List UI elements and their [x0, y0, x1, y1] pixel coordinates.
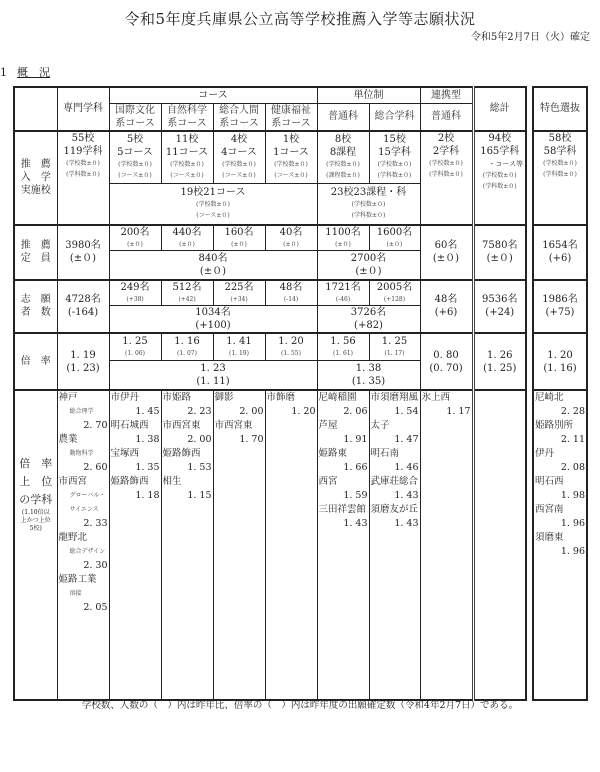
ranking-item: [110, 447, 161, 475]
section-label: 概 況: [17, 66, 50, 79]
school-name: 姫路別所: [535, 420, 574, 431]
school-name: 市西宮東: [214, 420, 253, 431]
school-name: 芦屋: [318, 420, 338, 431]
ratio-value: 2. 60: [83, 462, 108, 473]
school-name: 市飾磨: [266, 392, 296, 403]
ratio-value: 1. 98: [560, 490, 585, 501]
ranking-item: [58, 573, 109, 615]
schools-row: [14, 131, 587, 184]
ranking-item: [370, 391, 420, 419]
school-name: 太子: [370, 420, 390, 431]
ranking-item: [318, 391, 369, 419]
ratio-value: 1. 70: [239, 434, 264, 445]
ranking-item: [421, 391, 472, 419]
ratio-value: 1. 46: [394, 462, 419, 473]
ranking-tani-2: [369, 390, 420, 700]
ratio-value: 1. 43: [394, 518, 419, 529]
department-name: 溶接: [69, 590, 82, 597]
ratio-value: 2. 08: [560, 462, 585, 473]
school-name: 三田祥雲館: [318, 504, 367, 515]
ratio-value: 1. 35: [135, 462, 160, 473]
ranking-course-1: [109, 390, 161, 700]
ranking-item: [58, 475, 109, 531]
capacity-tani-2: 1600名 (±０): [369, 225, 420, 251]
capacity-tani-1: 1100名 (±０): [317, 225, 369, 251]
applicants-course-2: 512名 (+42): [161, 280, 213, 306]
ratio-value: 1. 59: [343, 490, 368, 501]
school-name: 宝塚西: [110, 448, 140, 459]
school-name: 武庫荘総合: [370, 476, 419, 487]
ratio-value: 1. 43: [394, 490, 419, 501]
ranking-item: [534, 503, 586, 531]
schools-senmon: 55校 119学科 (学校数±０) (学科数±０): [57, 131, 109, 225]
applicants-course-total: 1034名 (+100): [109, 306, 317, 334]
ratio-value: 1. 54: [394, 406, 419, 417]
capacity-row: [14, 225, 587, 251]
school-name: 明石西: [535, 476, 564, 487]
applicants-renkei: 48名 (+6): [420, 280, 473, 334]
school-name: 明石南: [370, 448, 400, 459]
section-number: 1: [0, 66, 7, 79]
ranking-tokushoku: [533, 390, 587, 700]
schools-total: 94校 165学科 ・コース等 (学校数±０) (学科数±０): [473, 131, 526, 225]
header-course-kenko: 健康福祉 系コース: [265, 103, 317, 131]
ranking-item: [214, 419, 265, 447]
ratio-value: 2. 11: [560, 434, 585, 445]
ratio-value: 2. 00: [239, 406, 264, 417]
school-name: 須磨東: [535, 532, 564, 543]
ratio-value: 1. 53: [187, 462, 212, 473]
ratio-value: 1. 47: [394, 434, 419, 445]
header-tani-group: 単位制: [317, 87, 420, 103]
ranking-item: [534, 391, 586, 419]
ranking-item: [534, 447, 586, 475]
school-name: 市伊丹: [110, 392, 140, 403]
ranking-item: [162, 391, 213, 419]
department-name: グローバル・サイエンス: [69, 492, 106, 513]
ratio-total: 1. 26 (1. 25): [473, 333, 526, 390]
header-course-sogo-ningen: 総合人間 系コース: [213, 103, 265, 131]
applicants-total: 9536名 (+24): [473, 280, 526, 334]
school-name: 伊丹: [535, 448, 555, 459]
capacity-total: 7580名 (±０): [473, 225, 526, 280]
department-name: 総合デザイン: [69, 548, 106, 555]
ranking-item: [370, 475, 420, 503]
applicants-row: [14, 280, 587, 306]
schools-course-1: 5校 5コース (学校数±０) (コース±０): [109, 131, 161, 184]
school-name: 西宮: [318, 476, 338, 487]
ranking-tani-1: [317, 390, 369, 700]
confirmed-date: 令和5年2月7日（火）確定: [470, 32, 590, 43]
ranking-item: [266, 391, 317, 419]
ranking-item: [214, 391, 265, 419]
applicants-course-3: 225名 (+34): [213, 280, 265, 306]
schools-course-4: 1校 1コース (学校数±０) (コース±０): [265, 131, 317, 184]
applicants-label: 志 願 者 数: [14, 280, 57, 334]
header-renkei-group: 連携型: [420, 87, 473, 103]
ratio-value: 1. 38: [135, 434, 160, 445]
ranking-item: [318, 419, 369, 447]
ratio-course-4: 1. 20 (1. 55): [265, 333, 317, 360]
school-name: 農業: [58, 434, 78, 445]
ranking-item: [318, 447, 369, 475]
capacity-tokushoku: 1654名 (+6): [533, 225, 587, 280]
ratio-value: 1. 15: [187, 490, 212, 501]
ratio-tokushoku: 1. 20 (1. 16): [533, 333, 587, 390]
header-course-shizen: 自然科学 系コース: [161, 103, 213, 131]
ratio-row: [14, 333, 587, 360]
ratio-value: 2. 28: [560, 406, 585, 417]
capacity-senmon: 3980名 (±０): [57, 225, 109, 280]
schools-course-2: 11校 11コース (学校数±０) (コース±０): [161, 131, 213, 184]
applicants-course-4: 48名 (-14): [265, 280, 317, 306]
applicants-tani-total: 3726名 (+82): [317, 306, 420, 334]
ranking-item: [318, 475, 369, 503]
school-name: 尼崎北: [535, 392, 564, 403]
school-name: 市須磨翔風: [370, 392, 419, 403]
schools-course-3: 4校 4コース (学校数±０) (コース±０): [213, 131, 265, 184]
capacity-renkei: 60名 (±０): [420, 225, 473, 280]
applicants-senmon: 4728名 (-164): [57, 280, 109, 334]
department-name: 総合理学: [69, 408, 94, 415]
school-name: 神戸: [58, 392, 78, 403]
header-tokushoku: 特色選抜: [533, 87, 587, 131]
header-blank: [14, 87, 57, 131]
ratio-value: 2. 70: [83, 420, 108, 431]
capacity-course-4: 40名 (±０): [265, 225, 317, 251]
ranking-row: [14, 390, 587, 700]
ranking-item: [58, 433, 109, 475]
ranking-item: [162, 419, 213, 447]
applicants-course-1: 249名 (+38): [109, 280, 161, 306]
ratio-tani-2: 1. 25 (1. 17): [369, 333, 420, 360]
header-tani-futsu: 普通科: [317, 103, 369, 131]
ratio-value: 2. 06: [343, 406, 368, 417]
capacity-course-2: 440名 (±０): [161, 225, 213, 251]
ranking-renkei: [420, 390, 473, 700]
applicants-tani-2: 2005名 (+128): [369, 280, 420, 306]
ranking-item: [370, 419, 420, 447]
ranking-senmon: [57, 390, 109, 700]
ratio-value: 1. 43: [343, 518, 368, 529]
applicants-tokushoku: 1986名 (+75): [533, 280, 587, 334]
ratio-value: 1. 18: [135, 490, 160, 501]
ratio-value: 2. 23: [187, 406, 212, 417]
ratio-course-3: 1. 41 (1. 19): [213, 333, 265, 360]
schools-tani-1: 8校 8課程 (学校数±０) (課程数±０): [317, 131, 369, 184]
ratio-value: 2. 30: [83, 560, 108, 571]
ranking-label: 倍 率 上 位 の学科 (1.10倍以 上かつ上位 5校): [14, 390, 57, 700]
footnote: 学校数、人数の（ ）内は昨年比、倍率の（ ）内は昨年度の出願確定数（令和4年2月7日）である。: [81, 700, 519, 711]
schools-tani-total: 23校23課程・科 (学校数±０) (学科数±０): [317, 184, 420, 225]
ranking-course-3: [213, 390, 265, 700]
school-name: 氷上西: [421, 392, 451, 403]
ranking-item: [534, 475, 586, 503]
school-name: 市西宮: [58, 476, 88, 487]
ratio-value: 1. 20: [291, 406, 316, 417]
schools-tokushoku: 58校 58学科 (学校数±０) (学科数±０): [533, 131, 587, 225]
ratio-value: 1. 96: [560, 546, 585, 557]
page-title: 令和5年度兵庫県公立高等学校推薦入学等志願状況: [124, 10, 476, 28]
schools-course-total: 19校21コース (学校数±０) (コース±０): [109, 184, 317, 225]
ratio-value: 2. 00: [187, 434, 212, 445]
ratio-value: 1. 17: [446, 406, 471, 417]
header-course-group: コース: [109, 87, 317, 103]
school-name: 龍野北: [58, 532, 88, 543]
capacity-course-total: 840名 (±０): [109, 251, 317, 280]
capacity-label: 推 薦 定 員: [14, 225, 57, 280]
ranking-item: [162, 475, 213, 503]
school-name: 相生: [162, 476, 182, 487]
school-name: 須磨友が丘: [370, 504, 419, 515]
ratio-tani-total: 1. 38 (1. 35): [317, 360, 420, 390]
ratio-label: 倍 率: [14, 333, 57, 390]
header-row: [14, 87, 587, 103]
ranking-item: [534, 419, 586, 447]
ranking-item: [58, 531, 109, 573]
section-heading: [0, 64, 60, 80]
capacity-tani-total: 2700名 (±０): [317, 251, 420, 280]
ranking-item: [318, 503, 369, 531]
ranking-item: [534, 531, 586, 559]
school-name: 姫路東: [318, 448, 348, 459]
ratio-senmon: 1. 19 (1. 23): [57, 333, 109, 390]
school-name: 市西宮東: [162, 420, 201, 431]
ranking-total: [473, 390, 526, 700]
ranking-item: [110, 419, 161, 447]
department-name: 動物科学: [69, 450, 94, 457]
ratio-renkei: 0. 80 (0. 70): [420, 333, 473, 390]
schools-renkei: 2校 2学科 (学校数±０) (学科数±０): [420, 131, 473, 225]
school-name: 市姫路: [162, 392, 192, 403]
school-name: 姫路飾西: [110, 476, 149, 487]
applicants-tani-1: 1721名 (-46): [317, 280, 369, 306]
ratio-value: 2. 33: [83, 518, 108, 529]
ranking-item: [110, 475, 161, 503]
ranking-item: [58, 391, 109, 433]
capacity-course-1: 200名 (±０): [109, 225, 161, 251]
ratio-course-2: 1. 16 (1. 07): [161, 333, 213, 360]
ratio-course-1: 1. 25 (1. 06): [109, 333, 161, 360]
ratio-value: 1. 66: [343, 462, 368, 473]
schools-label: 推 薦 入 学 実施校: [14, 131, 57, 225]
ratio-value: 1. 91: [343, 434, 368, 445]
ranking-item: [110, 391, 161, 419]
school-name: 西宮南: [535, 504, 564, 515]
ranking-item: [370, 447, 420, 475]
ranking-item: [370, 503, 420, 531]
schools-tani-2: 15校 15学科 (学校数±０) (学科数±０): [369, 131, 420, 184]
school-name: 姫路飾西: [162, 448, 201, 459]
header-renkei-futsu: 普通科: [420, 103, 473, 131]
school-name: 姫路工業: [58, 574, 97, 585]
ratio-tani-1: 1. 56 (1. 61): [317, 333, 369, 360]
ranking-course-2: [161, 390, 213, 700]
ranking-course-4: [265, 390, 317, 700]
header-tani-sogo: 総合学科: [369, 103, 420, 131]
header-total: 総計: [473, 87, 526, 131]
ratio-value: 1. 45: [135, 406, 160, 417]
header-course-kokusai: 国際文化 系コース: [109, 103, 161, 131]
school-name: 尼崎稲園: [318, 392, 357, 403]
capacity-course-3: 160名 (±０): [213, 225, 265, 251]
ranking-item: [162, 447, 213, 475]
school-name: 御影: [214, 392, 234, 403]
overview-table: [13, 86, 588, 701]
header-senmon: 専門学科: [57, 87, 109, 131]
ratio-value: 1. 96: [560, 518, 585, 529]
school-name: 明石城西: [110, 420, 149, 431]
ratio-course-total: 1. 23 (1. 11): [109, 360, 317, 390]
ratio-value: 2. 05: [83, 602, 108, 613]
